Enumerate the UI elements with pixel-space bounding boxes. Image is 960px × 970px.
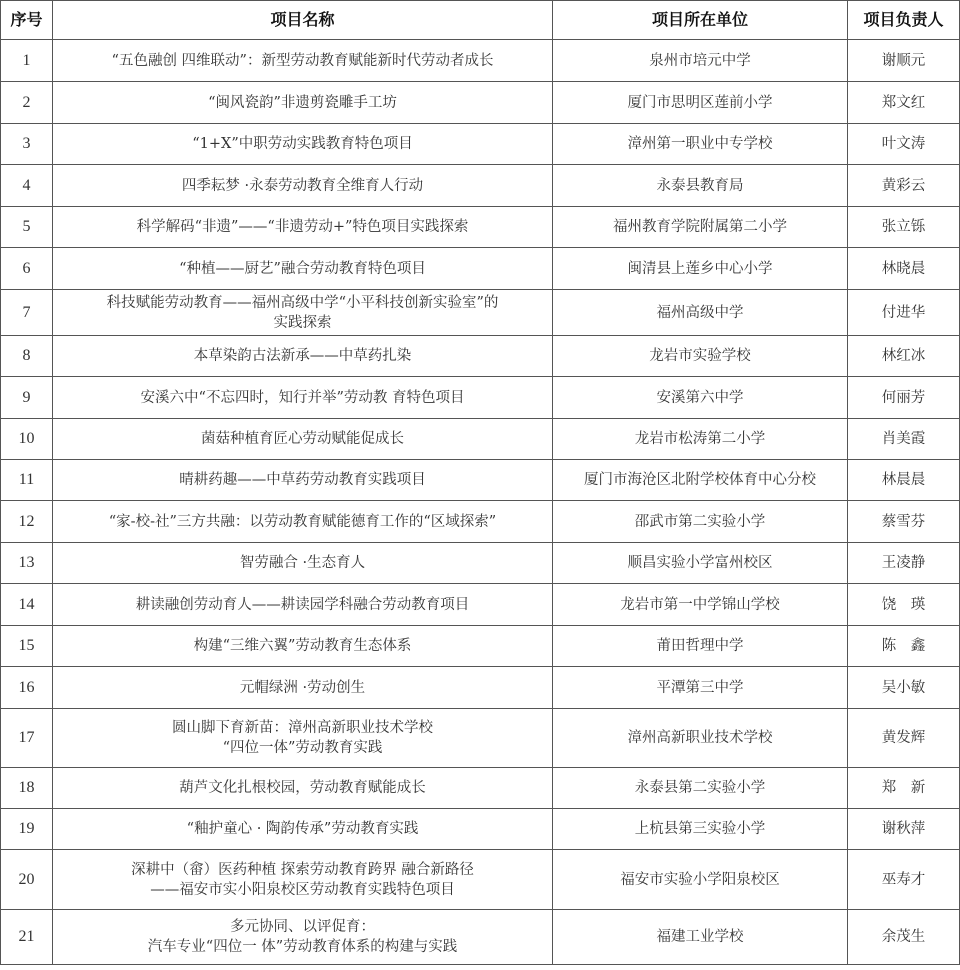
row-index: 7	[1, 290, 53, 336]
project-leader: 肖美霞	[848, 419, 960, 460]
project-leader: 陈 鑫	[848, 626, 960, 667]
row-index: 9	[1, 377, 53, 419]
project-leader: 蔡雪芬	[848, 501, 960, 543]
project-leader: 余茂生	[848, 910, 960, 965]
project-leader: 郑文红	[848, 82, 960, 124]
header-project-name: 项目名称	[53, 1, 553, 40]
project-leader: 林晓晨	[848, 248, 960, 290]
project-name: “五色融创 四维联动”：新型劳动教育赋能新时代劳动者成长	[53, 40, 553, 82]
table-row	[1, 40, 960, 82]
table-row	[1, 768, 960, 809]
table-row	[1, 124, 960, 165]
table-row	[1, 377, 960, 419]
project-unit: 安溪第六中学	[553, 377, 848, 419]
table-row	[1, 207, 960, 248]
project-leader: 张立铄	[848, 207, 960, 248]
table-row	[1, 809, 960, 850]
row-index: 13	[1, 543, 53, 584]
table-row	[1, 709, 960, 768]
table-row	[1, 543, 960, 584]
row-index: 5	[1, 207, 53, 248]
project-name: 四季耘梦 ·永泰劳动教育全维育人行动	[53, 165, 553, 207]
table-row	[1, 850, 960, 910]
project-name: 晴耕药趣——中草药劳动教育实践项目	[53, 460, 553, 501]
table-row	[1, 460, 960, 501]
project-leader: 巫寿才	[848, 850, 960, 910]
header-index: 序号	[1, 1, 53, 40]
project-unit: 福安市实验小学阳泉校区	[553, 850, 848, 910]
project-unit: 龙岩市松涛第二小学	[553, 419, 848, 460]
project-leader: 饶 瑛	[848, 584, 960, 626]
project-unit: 顺昌实验小学富州校区	[553, 543, 848, 584]
table-row	[1, 626, 960, 667]
row-index: 14	[1, 584, 53, 626]
project-unit: 福建工业学校	[553, 910, 848, 965]
project-name: “家-校-社”三方共融：以劳动教育赋能德育工作的“区域探索”	[53, 501, 553, 543]
project-unit: 福州高级中学	[553, 290, 848, 336]
project-name: “闽风瓷韵”非遗剪瓷雕手工坊	[53, 82, 553, 124]
row-index: 4	[1, 165, 53, 207]
project-name: 智劳融合 ·生态育人	[53, 543, 553, 584]
row-index: 3	[1, 124, 53, 165]
project-name: 菌菇种植育匠心劳动赋能促成长	[53, 419, 553, 460]
project-unit: 闽清县上莲乡中心小学	[553, 248, 848, 290]
row-index: 6	[1, 248, 53, 290]
row-index: 17	[1, 709, 53, 768]
row-index: 12	[1, 501, 53, 543]
project-leader: 黄发辉	[848, 709, 960, 768]
project-name: 构建“三维六翼”劳动教育生态体系	[53, 626, 553, 667]
table-row	[1, 419, 960, 460]
project-name: “种植——厨艺”融合劳动教育特色项目	[53, 248, 553, 290]
project-leader: 王凌静	[848, 543, 960, 584]
row-index: 8	[1, 336, 53, 377]
project-name: “1+X”中职劳动实践教育特色项目	[53, 124, 553, 165]
project-unit: 平潭第三中学	[553, 667, 848, 709]
project-leader: 付进华	[848, 290, 960, 336]
table-row	[1, 290, 960, 336]
table-row	[1, 667, 960, 709]
project-name: 多元协同、以评促育： 汽车专业“四位一 体”劳动教育体系的构建与实践	[53, 910, 553, 965]
table-row	[1, 584, 960, 626]
table-row	[1, 501, 960, 543]
project-name: 科学解码“非遗”——“非遗劳动+”特色项目实践探索	[53, 207, 553, 248]
project-unit: 厦门市思明区莲前小学	[553, 82, 848, 124]
project-unit: 龙岩市实验学校	[553, 336, 848, 377]
table-header-row	[1, 1, 960, 40]
project-unit: 邵武市第二实验小学	[553, 501, 848, 543]
project-unit: 厦门市海沧区北附学校体育中心分校	[553, 460, 848, 501]
row-index: 20	[1, 850, 53, 910]
project-leader: 郑 新	[848, 768, 960, 809]
row-index: 10	[1, 419, 53, 460]
project-unit: 泉州市培元中学	[553, 40, 848, 82]
table-row	[1, 165, 960, 207]
project-name: 安溪六中“不忘四时，知行并举”劳动教 育特色项目	[53, 377, 553, 419]
project-unit: 漳州高新职业技术学校	[553, 709, 848, 768]
project-leader: 叶文涛	[848, 124, 960, 165]
header-leader: 项目负责人	[848, 1, 960, 40]
project-name: 耕读融创劳动育人——耕读园学科融合劳动教育项目	[53, 584, 553, 626]
row-index: 11	[1, 460, 53, 501]
project-unit: 龙岩市第一中学锦山学校	[553, 584, 848, 626]
project-leader: 吴小敏	[848, 667, 960, 709]
row-index: 19	[1, 809, 53, 850]
table-row	[1, 248, 960, 290]
row-index: 15	[1, 626, 53, 667]
project-leader: 林红冰	[848, 336, 960, 377]
row-index: 1	[1, 40, 53, 82]
project-leader: 林晨晨	[848, 460, 960, 501]
table-row	[1, 910, 960, 965]
row-index: 21	[1, 910, 53, 965]
header-unit: 项目所在单位	[553, 1, 848, 40]
project-leader: 谢顺元	[848, 40, 960, 82]
project-name: 深耕中（畲）医药种植 探索劳动教育跨界 融合新路径 ——福安市实小阳泉校区劳动教育实践特色项目	[53, 850, 553, 910]
project-name: “釉护童心 · 陶韵传承”劳动教育实践	[53, 809, 553, 850]
project-name: 科技赋能劳动教育——福州高级中学“小平科技创新实验室”的 实践探索	[53, 290, 553, 336]
project-name: 元帽绿洲 ·劳动创生	[53, 667, 553, 709]
project-unit: 漳州第一职业中专学校	[553, 124, 848, 165]
project-name: 圆山脚下育新苗：漳州高新职业技术学校 “四位一体”劳动教育实践	[53, 709, 553, 768]
project-unit: 莆田哲理中学	[553, 626, 848, 667]
project-leader: 黄彩云	[848, 165, 960, 207]
row-index: 18	[1, 768, 53, 809]
table-row	[1, 336, 960, 377]
project-unit: 福州教育学院附属第二小学	[553, 207, 848, 248]
project-unit: 永泰县第二实验小学	[553, 768, 848, 809]
project-name: 葫芦文化扎根校园，劳动教育赋能成长	[53, 768, 553, 809]
project-leader: 谢秋萍	[848, 809, 960, 850]
row-index: 16	[1, 667, 53, 709]
table-row	[1, 82, 960, 124]
project-unit: 永泰县教育局	[553, 165, 848, 207]
row-index: 2	[1, 82, 53, 124]
project-name: 本草染韵古法新承——中草药扎染	[53, 336, 553, 377]
project-leader: 何丽芳	[848, 377, 960, 419]
project-unit: 上杭县第三实验小学	[553, 809, 848, 850]
